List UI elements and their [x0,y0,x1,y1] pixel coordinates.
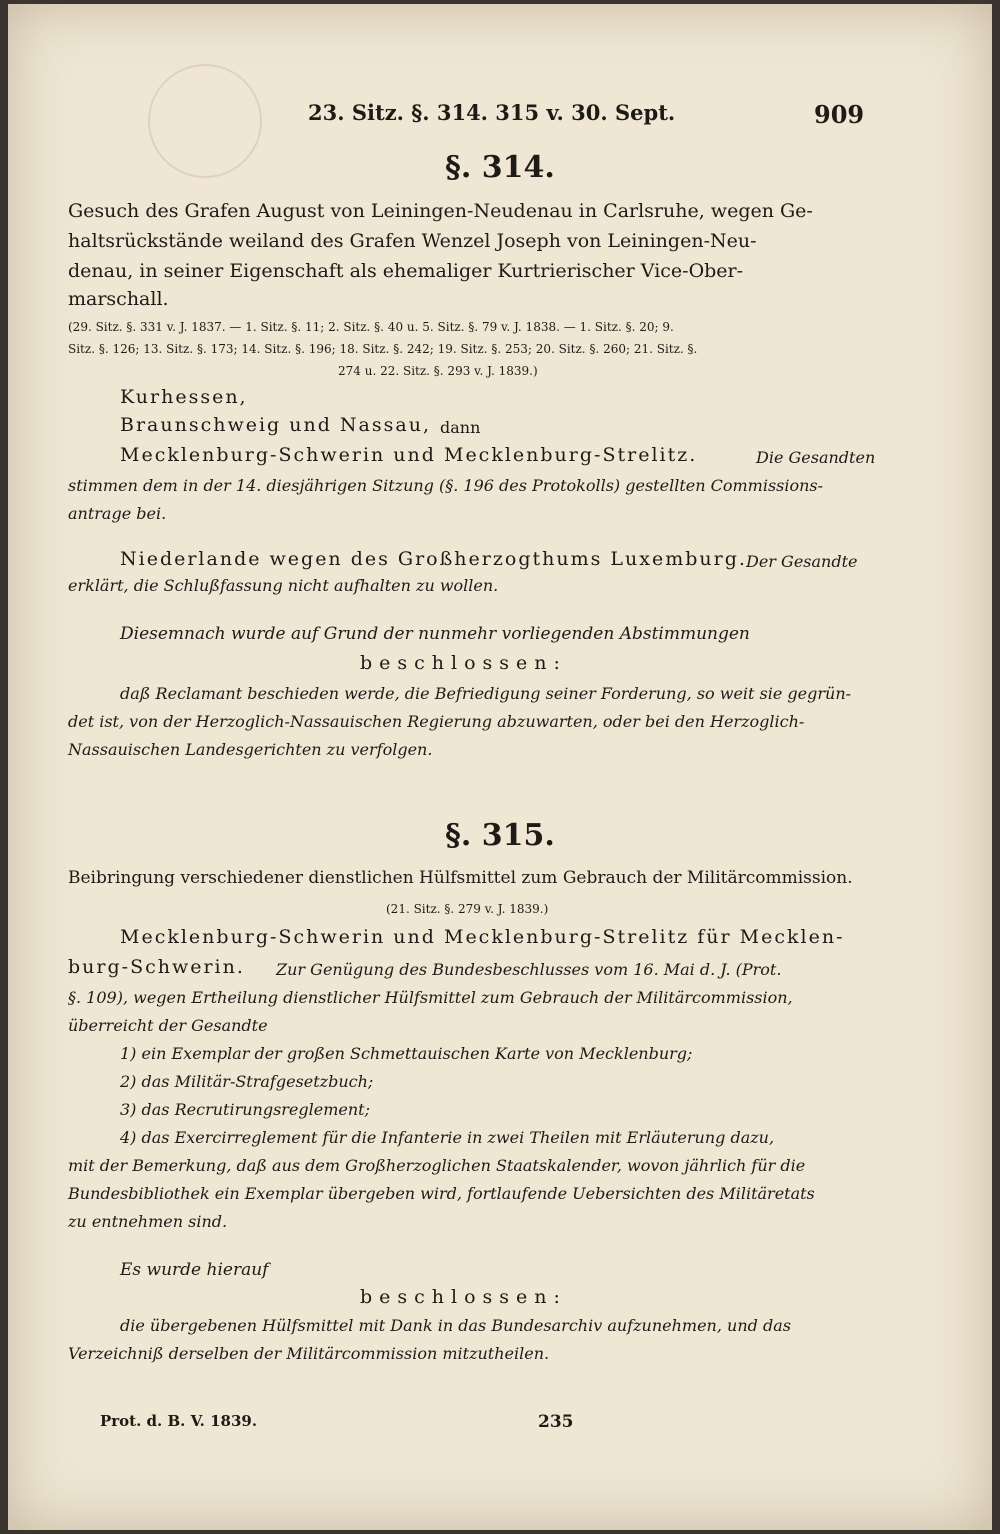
resolved-label: beschlossen: [360,652,567,674]
section-315-body: Zur Genügung des Bundesbeschlusses vom 16. Mai d. J. (Prot. [276,960,782,979]
page-number: 909 [814,100,865,129]
list-item-continuation: mit der Bemerkung, daß aus dem Großherzoglichen Staatskalender, wovon jährlich für die [68,1156,806,1175]
section-315-body: überreicht der Gesandte [68,1016,268,1035]
section-314-references: Sitz. §. 126; 13. Sitz. §. 173; 14. Sitz. §. 196; 18. Sitz. §. 242; 19. Sitz. §. 253; 20. Sitz. §. 260; 21. Sitz. §. [68,342,698,356]
list-item: 1) ein Exemplar der großen Schmettauischen Karte von Mecklenburg; [120,1044,693,1063]
vote-braunschweig-nassau: Braunschweig und Nassau, [120,414,431,436]
footer-signature: 235 [538,1412,574,1432]
section-314-title-line: denau, in seiner Eigenschaft als ehemaliger Kurtrierischer Vice-Ober- [68,260,744,282]
vote-text: dann [440,418,481,437]
resolution-intro: Es wurde hierauf [120,1260,269,1280]
vote-text: erklärt, die Schlußfassung nicht aufhalten zu wollen. [68,576,499,595]
document-page [8,4,992,1530]
resolved-label: beschlossen: [360,1286,567,1308]
section-315-body: Mecklenburg-Schwerin und Mecklenburg-Strelitz für Mecklen- [120,926,845,948]
section-314-title-line: marschall. [68,288,169,310]
section-315-reference: (21. Sitz. §. 279 v. J. 1839.) [386,902,549,916]
vote-text: Der Gesandte [746,552,858,571]
resolution-text: Verzeichniß derselben der Militärcommission mitzutheilen. [68,1344,550,1363]
vote-text: antrage bei. [68,504,167,523]
vote-niederlande: Niederlande wegen des Großherzogthums Luxemburg. [120,548,747,570]
resolution-text: daß Reclamant beschieden werde, die Befriedigung seiner Forderung, so weit sie gegrün- [120,684,852,703]
resolution-text: det ist, von der Herzoglich-Nassauischen Regierung abzuwarten, oder bei den Herzoglich- [68,712,805,731]
vote-text: stimmen dem in der 14. diesjährigen Sitzung (§. 196 des Protokolls) gestellten Commissions- [68,476,824,495]
list-item-continuation: zu entnehmen sind. [68,1212,228,1231]
section-314-heading: §. 314. [445,150,555,185]
section-315-body: burg-Schwerin. [68,956,245,978]
section-314-references: 274 u. 22. Sitz. §. 293 v. J. 1839.) [338,364,538,378]
section-314-title-line: haltsrückstände weiland des Grafen Wenzel Joseph von Leiningen-Neu- [68,230,757,252]
list-item-continuation: Bundesbibliothek ein Exemplar übergeben wird, fortlaufende Uebersichten des Militäretats [68,1184,815,1203]
resolution-text: Nassauischen Landesgerichten zu verfolgen. [68,740,433,759]
list-item: 4) das Exercirreglement für die Infanterie in zwei Theilen mit Erläuterung dazu, [120,1128,775,1147]
running-title: 23. Sitz. §. 314. 315 v. 30. Sept. [308,100,676,125]
vote-kurhessen: Kurhessen, [120,386,248,408]
list-item: 2) das Militär-Strafgesetzbuch; [120,1072,374,1091]
resolution-intro: Diesemnach wurde auf Grund der nunmehr vorliegenden Abstimmungen [120,624,750,644]
vote-mecklenburg: Mecklenburg-Schwerin und Mecklenburg-Strelitz. [120,444,698,466]
list-item: 3) das Recrutirungsreglement; [120,1100,370,1119]
section-314-title-line: Gesuch des Grafen August von Leiningen-Neudenau in Carlsruhe, wegen Ge- [68,200,813,222]
footer-protocol-ref: Prot. d. B. V. 1839. [100,1412,258,1430]
resolution-text: die übergebenen Hülfsmittel mit Dank in das Bundesarchiv aufzunehmen, und das [120,1316,791,1335]
vote-text: Die Gesandten [756,448,876,467]
section-315-heading: §. 315. [445,818,555,853]
section-314-references: (29. Sitz. §. 331 v. J. 1837. — 1. Sitz. §. 11; 2. Sitz. §. 40 u. 5. Sitz. §. 79 v. J. 1838. — 1. Sitz. §. 20; 9. [68,320,674,334]
section-315-title: Beibringung verschiedener dienstlichen Hülfsmittel zum Gebrauch der Militärcommission. [68,868,853,888]
section-315-body: §. 109), wegen Ertheilung dienstlicher Hülfsmittel zum Gebrauch der Militärcommission, [68,988,793,1007]
